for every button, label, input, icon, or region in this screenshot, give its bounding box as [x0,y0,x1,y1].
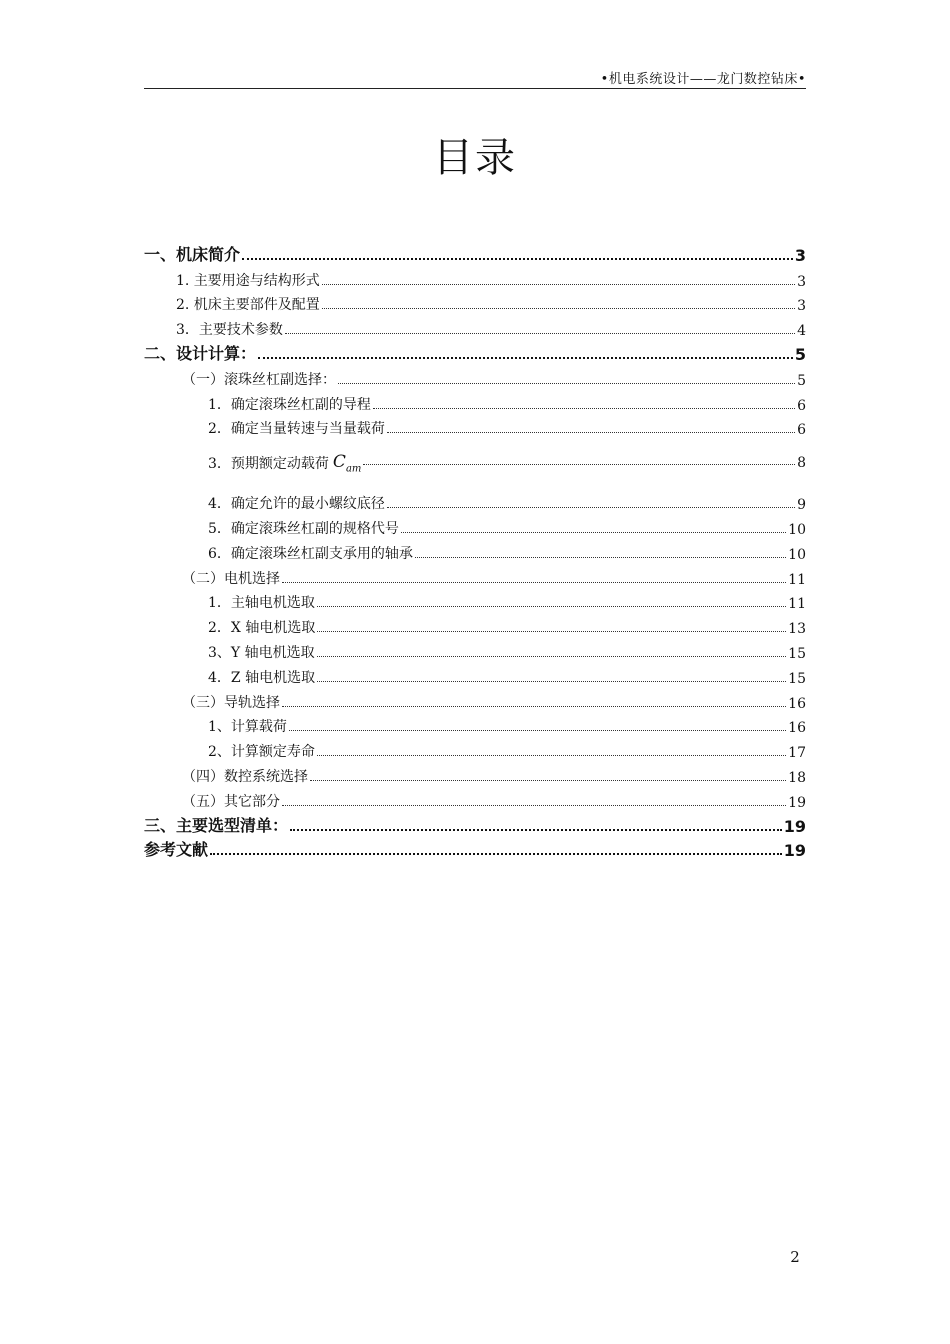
toc-entry-page: 18 [788,769,806,786]
toc-entry-page: 6 [797,397,806,414]
toc-entry-page: 6 [797,422,806,439]
toc-entry-page: 11 [788,596,806,613]
toc-entry-label: （三）导轨选择 [182,694,280,711]
toc-entry-label: 2．X 轴电机选取 [208,620,316,637]
toc-leader-dots [258,357,793,359]
toc-entry[interactable] [144,736,806,761]
toc-leader-dots [373,408,795,409]
toc-entry[interactable] [144,786,806,811]
toc-entry-label: 三、主要选型清单： [144,815,289,835]
toc-entry-label: （二）电机选择 [182,570,280,587]
toc-entry-label: 2、计算额定寿命 [208,744,315,761]
toc-leader-dots [282,582,786,583]
page-number: 2 [790,1248,800,1266]
table-of-contents [144,240,806,860]
toc-leader-dots [210,853,782,855]
toc-entry-page: 17 [788,745,806,762]
toc-entry-page: 19 [788,794,806,811]
toc-entry-page: 3 [797,273,806,290]
toc-entry-label: 4．Z 轴电机选取 [208,669,316,686]
toc-leader-dots [290,829,782,831]
toc-entry-label: 6．确定滚珠丝杠副支承用的轴承 [208,545,413,562]
toc-leader-dots [387,432,795,433]
toc-entry[interactable] [144,662,806,687]
toc-leader-dots [363,464,795,465]
toc-entry-page: 19 [783,816,806,836]
toc-entry-label: 1．确定滚珠丝杠副的导程 [208,396,371,413]
toc-leader-dots [285,333,795,334]
toc-entry-page: 9 [797,497,806,514]
toc-entry-page: 19 [783,841,806,861]
toc-entry-page: 5 [794,344,806,364]
toc-entry-label: 3．主要技术参数 [176,322,283,339]
toc-entry[interactable] [144,389,806,414]
toc-entry[interactable] [144,240,806,265]
toc-leader-dots [401,532,786,533]
toc-entry-page: 8 [797,455,806,472]
toc-entry-page: 16 [788,695,806,712]
toc-leader-dots [317,631,786,632]
header-text: •机电系统设计——龙门数控钻床• [600,72,806,87]
toc-entry-page: 11 [788,571,806,588]
toc-leader-dots [415,557,786,558]
toc-leader-dots [387,507,795,508]
toc-entry-label: 3．预期额定动载荷 [208,456,329,473]
toc-entry-label: 4．确定允许的最小螺纹底径 [208,496,385,513]
toc-entry[interactable] [144,761,806,786]
toc-entry-page: 4 [797,323,806,340]
toc-leader-dots [317,755,786,756]
toc-leader-dots [338,383,795,384]
toc-entry-label: 2. 机床主要部件及配置 [176,297,320,314]
toc-entry-label: 1．主轴电机选取 [208,595,315,612]
toc-entry[interactable] [144,488,806,513]
toc-entry-label: 2．确定当量转速与当量载荷 [208,421,385,438]
toc-leader-dots [310,780,786,781]
formula-subscript: am [345,463,362,475]
toc-entry[interactable] [144,637,806,662]
toc-entry[interactable] [144,811,806,836]
toc-leader-dots [242,258,793,260]
toc-entry-page: 15 [788,645,806,662]
toc-entry[interactable] [144,414,806,439]
toc-entry-label: （四）数控系统选择 [182,768,308,785]
toc-entry-page: 15 [788,670,806,687]
toc-entry[interactable] [144,364,806,389]
toc-entry[interactable] [144,339,806,364]
toc-leader-dots [322,284,795,285]
toc-entry-label: （一）滚珠丝杠副选择： [182,371,336,388]
toc-leader-dots [282,706,786,707]
toc-entry[interactable] [144,265,806,290]
toc-entry[interactable] [144,290,806,315]
running-header [144,66,806,89]
toc-entry-page: 5 [797,372,806,389]
toc-entry-label: （五）其它部分 [182,793,280,810]
toc-entry-label: 一、机床简介 [144,244,241,264]
toc-entry-page: 3 [797,298,806,315]
toc-entry-label: 1. 主要用途与结构形式 [176,272,320,289]
toc-entry-label: 参考文献 [144,840,209,860]
toc-leader-dots [317,656,787,657]
toc-leader-dots [289,730,786,731]
toc-entry[interactable] [144,538,806,563]
toc-entry-page: 16 [788,720,806,737]
page-title: 目录 [433,135,517,181]
toc-leader-dots [317,681,786,682]
toc-entry[interactable] [144,712,806,737]
toc-entry-formula [333,452,361,474]
toc-leader-dots [282,805,786,806]
formula-symbol: C [332,452,346,473]
toc-leader-dots [322,308,795,309]
toc-leader-dots [317,606,786,607]
toc-entry-page: 3 [794,245,806,265]
toc-entry[interactable] [144,612,806,637]
toc-entry-label: 1、计算载荷 [208,719,287,736]
toc-entry[interactable] [144,836,806,861]
toc-entry[interactable] [144,314,806,339]
toc-entry-label: 二、设计计算： [144,343,257,363]
toc-entry-page: 13 [788,621,806,638]
toc-entry-page: 10 [788,546,806,563]
toc-entry[interactable] [144,588,806,613]
toc-entry[interactable] [144,513,806,538]
toc-entry[interactable] [144,687,806,712]
toc-entry[interactable] [144,438,806,488]
toc-entry[interactable] [144,563,806,588]
toc-entry-page: 10 [788,521,806,538]
toc-entry-label: 5．确定滚珠丝杠副的规格代号 [208,520,399,537]
toc-entry-label: 3、Y 轴电机选取 [208,644,315,661]
